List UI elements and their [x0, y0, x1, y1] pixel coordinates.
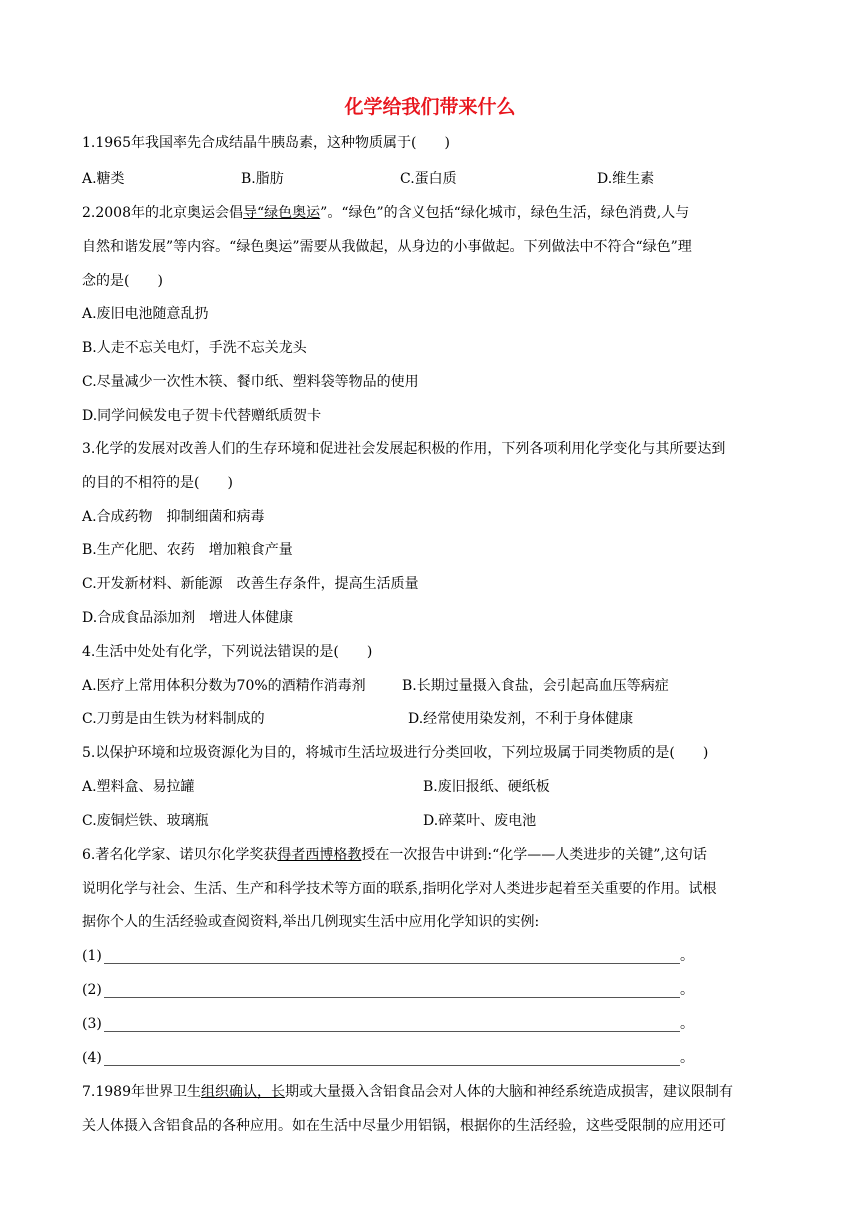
q2-option-a: A.废旧电池随意乱扔	[82, 306, 209, 322]
q6-blank-label-1: (1)	[82, 948, 102, 964]
page-title: 化学给我们带来什么	[344, 96, 516, 118]
q6-blank-label-2: (2)	[82, 982, 102, 998]
q3-option-b: B.生产化肥、农药 增加粮食产量	[82, 542, 293, 558]
question-7-line-2: 关人体摄入含铝食品的各种应用。如在生活中尽量少用铝锅，根据你的生活经验，这些受限制的应用还可	[82, 1118, 726, 1134]
q4-option-c: C.刀剪是由生铁为材料制成的	[82, 711, 265, 727]
question-6-line-2: 说明化学与社会、生活、生产和科学技术等方面的联系,指明化学对人类进步起着至关重要的作用。试根	[82, 881, 717, 897]
q2-text-post: ”。“绿色”的含义包括“绿化城市，绿色生活，绿色消费,人与	[320, 205, 690, 221]
q6-blank-end-3: 。	[680, 1016, 694, 1032]
question-2-line-1	[82, 204, 689, 222]
q3-option-a: A.合成药物 抑制细菌和病毒	[82, 509, 265, 525]
q7-underlined-text: 组织确认，长	[201, 1084, 285, 1100]
q6-blank-end-1: 。	[680, 948, 694, 964]
q5-option-c: C.废铜烂铁、玻璃瓶	[82, 813, 209, 829]
q2-option-c: C.尽量减少一次性木筷、餐巾纸、塑料袋等物品的使用	[82, 374, 419, 390]
q6-underlined-text: 得者西博格教	[277, 847, 362, 863]
q6-text-post: 授在一次报告中讲到:“化学——人类进步的关键”,这句话	[361, 847, 707, 863]
q1-option-d: D.维生素	[597, 171, 655, 187]
q5-option-d: D.碎菜叶、废电池	[423, 813, 537, 829]
question-1-stem: 1.1965年我国率先合成结晶牛胰岛素，这种物质属于( )	[82, 135, 450, 151]
question-5-stem: 5.以保护环境和垃圾资源化为目的，将城市生活垃圾进行分类回收，下列垃圾属于同类物质的是( )	[82, 745, 709, 761]
question-6-line-1	[82, 846, 707, 864]
question-2-line-3: 念的是( )	[82, 273, 163, 289]
question-7-line-1	[82, 1083, 733, 1101]
q7-text-pre: 7.1989年世界卫生	[82, 1084, 201, 1100]
question-4-stem: 4.生活中处处有化学，下列说法错误的是( )	[82, 644, 373, 660]
q4-option-a: A.医疗上常用体积分数为70%的酒精作消毒剂	[82, 678, 366, 694]
q6-answer-line-4[interactable]	[104, 1065, 680, 1066]
question-2-line-2: 自然和谐发展”等内容。“绿色奥运”需要从我做起，从身边的小事做起。下列做法中不符合“绿色”理	[82, 239, 692, 255]
question-6-line-3: 据你个人的生活经验或查阅资料,举出几例现实生活中应用化学知识的实例:	[82, 914, 540, 930]
q6-blank-label-4: (4)	[82, 1050, 102, 1066]
q6-blank-end-2: 。	[680, 982, 694, 998]
q1-option-b: B.脂肪	[241, 171, 284, 187]
q5-option-a: A.塑料盒、易拉罐	[82, 779, 195, 795]
q6-text-pre: 6.著名化学家、诺贝尔化学奖获	[82, 847, 278, 863]
q6-answer-line-3[interactable]	[104, 1031, 680, 1032]
q1-option-a: A.糖类	[82, 171, 125, 187]
q4-option-d: D.经常使用染发剂，不利于身体健康	[408, 711, 634, 727]
question-3-line-1: 3.化学的发展对改善人们的生存环境和促进社会发展起积极的作用，下列各项利用化学变化与其所要达到	[82, 441, 726, 457]
q6-blank-label-3: (3)	[82, 1016, 102, 1032]
q2-text-pre: 2.2008年的北京奥运会倡	[82, 205, 243, 221]
q5-option-b: B.废旧报纸、硬纸板	[423, 779, 550, 795]
q2-option-d: D.同学问候发电子贺卡代替赠纸质贺卡	[82, 408, 322, 424]
q2-underlined-text: 导“绿色奥运	[243, 205, 321, 221]
q2-option-b: B.人走不忘关电灯，手洗不忘关龙头	[82, 340, 307, 356]
q6-answer-line-1[interactable]	[104, 963, 680, 964]
q3-option-d: D.合成食品添加剂 增进人体健康	[82, 610, 294, 626]
q4-option-b: B.长期过量摄入食盐，会引起高血压等病症	[402, 678, 669, 694]
question-3-line-2: 的目的不相符的是( )	[82, 475, 233, 491]
q7-text-post: 期或大量摄入含铝食品会对人体的大脑和神经系统造成损害，建议限制有	[285, 1084, 733, 1100]
q3-option-c: C.开发新材料、新能源 改善生存条件，提高生活质量	[82, 576, 419, 592]
q1-option-c: C.蛋白质	[400, 171, 457, 187]
q6-answer-line-2[interactable]	[104, 997, 680, 998]
q6-blank-end-4: 。	[680, 1050, 694, 1066]
